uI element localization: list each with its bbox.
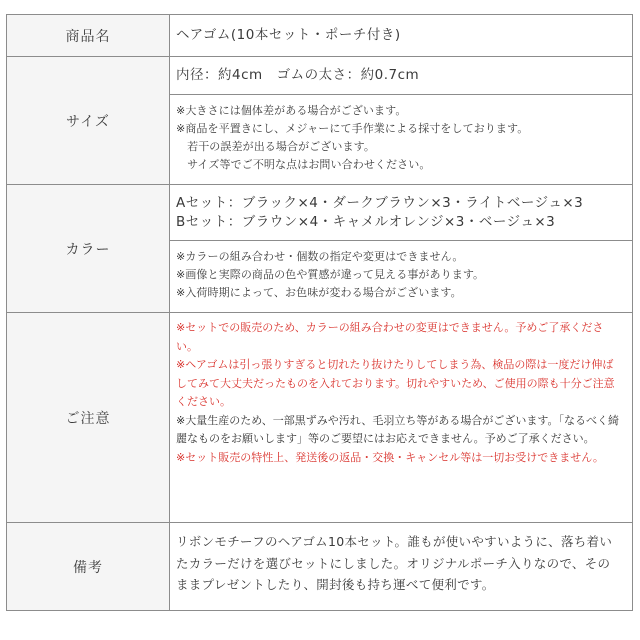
row-product-name [7, 15, 633, 57]
value-remarks [170, 523, 633, 611]
value-product-name [170, 15, 633, 57]
size-text: 内径：約4cm ゴムの太さ：約0.7cm [176, 67, 420, 83]
value-caution [170, 313, 633, 523]
color-note: ※入荷時期によって、お色味が変わる場合がございます。 [176, 286, 462, 299]
color-set-a: Aセット：ブラック×4・ダークブラウン×3・ライトベージュ×3 [176, 195, 584, 211]
caution-item: ※セットでの販売のため、カラーの組み合わせの変更はできません。予めご了承ください。 [176, 321, 604, 353]
caution-item: ※セット販売の特性上、発送後の返品・交換・キャンセル等は一切お受けできません。 [176, 450, 604, 464]
label-product-name: 商品名 [7, 15, 170, 57]
value-color-sets [170, 185, 633, 241]
label-remarks: 備考 [7, 523, 170, 611]
color-notes [170, 241, 632, 302]
product-spec-table [6, 14, 633, 611]
caution-list [170, 313, 632, 467]
size-note: サイズ等でご不明な点はお問い合わせください。 [176, 158, 431, 171]
size-notes [170, 95, 632, 174]
value-size-notes [170, 95, 633, 185]
product-name-text: ヘアゴム(10本セット・ポーチ付き) [176, 27, 401, 43]
color-note: ※カラーの組み合わせ・個数の指定や変更はできません。 [176, 250, 464, 263]
remarks-text: リボンモチーフのヘアゴム10本セット。誰もが使いやすいように、落ち着いたカラーだけを選びセットにしました。オリジナルポーチ入りなので、そのままプレゼントしたり、開封後も持ち運べて便利です。 [176, 534, 613, 592]
size-note: 若干の誤差が出る場合がございます。 [176, 140, 375, 153]
value-size [170, 57, 633, 95]
row-caution [7, 313, 633, 523]
caution-item: ※大量生産のため、一部黒ずみや汚れ、毛羽立ち等がある場合がございます。「なるべく綺麗なものをお願いします」等のご要望にはお応えできません。予めご了承ください。 [176, 413, 620, 445]
size-note: ※大きさには個体差がある場合がございます。 [176, 104, 407, 117]
label-size: サイズ [7, 57, 170, 185]
size-note: ※商品を平置きにし、メジャーにて手作業による採寸をしております。 [176, 122, 529, 135]
color-set-b: Bセット：ブラウン×4・キャメルオレンジ×3・ベージュ×3 [176, 214, 556, 230]
caution-item: ※ヘアゴムは引っ張りすぎると切れたり抜けたりしてしまう為、検品の際は一度だけ伸ばしてみて大丈夫だったものを入れております。切れやすいため、ご使用の際も十分ご注意ください。 [176, 358, 615, 408]
row-remarks [7, 523, 633, 611]
label-caution: ご注意 [7, 313, 170, 523]
color-note: ※画像と実際の商品の色や質感が違って見える事があります。 [176, 268, 485, 281]
row-size [7, 57, 633, 95]
label-color: カラー [7, 185, 170, 313]
color-sets [170, 185, 632, 232]
value-color-notes [170, 241, 633, 313]
row-color [7, 185, 633, 241]
